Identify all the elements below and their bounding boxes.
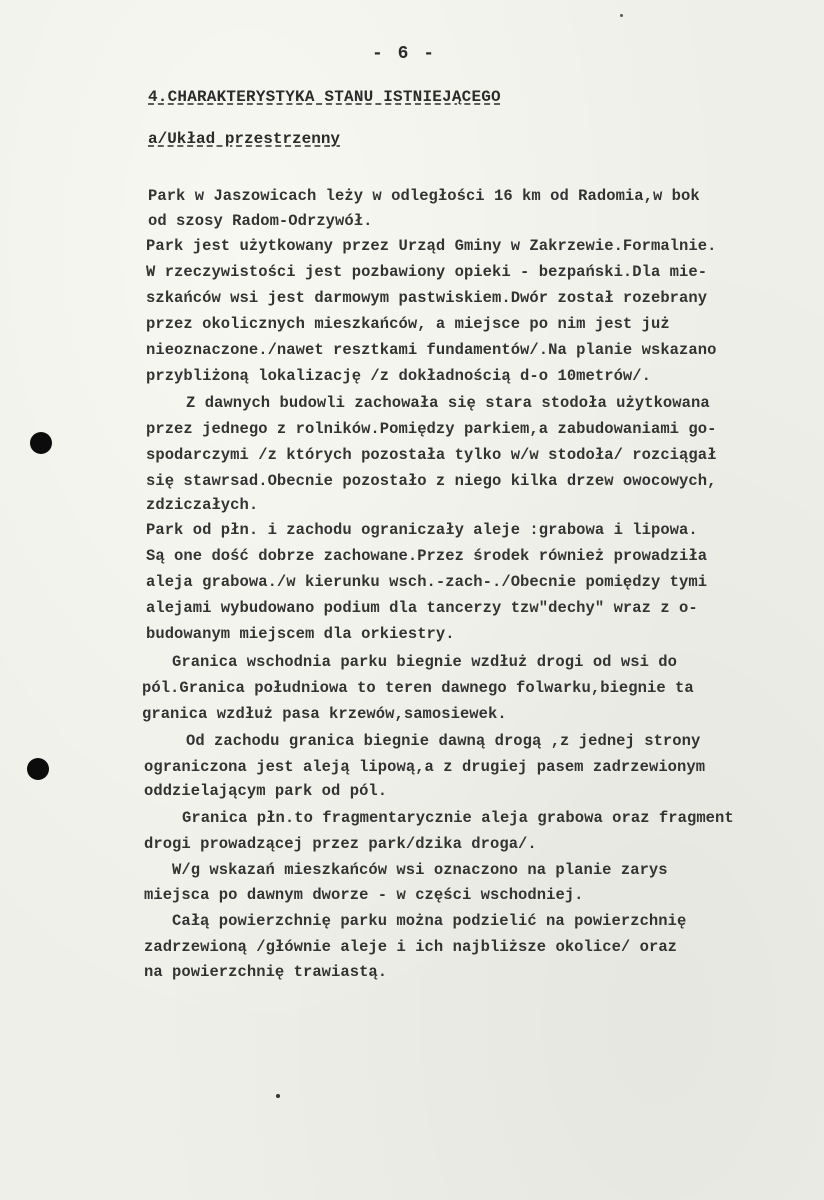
text-line: się stawrsad.Obecnie pozostało z niego kilka drzew owocowych, [146, 472, 717, 490]
paper-speck [620, 14, 623, 17]
text-line: drogi prowadzącej przez park/dzika droga/. [144, 835, 537, 853]
text-line: W rzeczywistości jest pozbawiony opieki - bezpański.Dla mie- [146, 263, 708, 281]
section-heading: 4.CHARAKTERYSTYKA STANU ISTNIEJĄCEGO [148, 88, 501, 106]
text-line: Od zachodu granica biegnie dawną drogą ,z jednej strony [186, 732, 701, 750]
text-line: budowanym miejscem dla orkiestry. [146, 625, 455, 643]
text-line: W/g wskazań mieszkańców wsi oznaczono na planie zarys [172, 861, 668, 879]
text-line: oddzielającym park od pól. [144, 782, 388, 800]
text-line: przez jednego z rolników.Pomiędzy parkiem,a zabudowaniami go- [146, 420, 717, 438]
text-line: przybliżoną lokalizację /z dokładnością d-o 10metrów/. [146, 367, 651, 385]
text-line: miejsca po dawnym dworze - w części wschodniej. [144, 886, 584, 904]
text-line: Park od płn. i zachodu ograniczały aleje :grabowa i lipowa. [146, 521, 698, 539]
page-number: - 6 - [371, 44, 436, 64]
text-line: pól.Granica południowa to teren dawnego folwarku,biegnie ta [142, 679, 694, 697]
text-line: aleja grabowa./w kierunku wsch.-zach-./Obecnie pomiędzy tymi [146, 573, 708, 591]
text-line: spodarczymi /z których pozostała tylko w/w stodoła/ rozciągał [146, 446, 717, 464]
text-line: Park jest użytkowany przez Urząd Gminy w Zakrzewie.Formalnie. [146, 237, 717, 255]
subsection-heading: a/Układ przestrzenny [148, 130, 341, 148]
text-line: zdziczałych. [146, 496, 259, 514]
text-line: szkańców wsi jest darmowym pastwiskiem.Dwór został rozebrany [146, 289, 708, 307]
text-line: alejami wybudowano podium dla tancerzy tzw"dechy" wraz z o- [146, 599, 698, 617]
text-line: przez okolicznych mieszkańców, a miejsce po nim jest już [146, 315, 670, 333]
text-line: Park w Jaszowicach leży w odległości 16 km od Radomia,w bok [148, 187, 700, 205]
text-line: Z dawnych budowli zachowała się stara stodoła użytkowana [186, 394, 710, 412]
text-line: Całą powierzchnię parku można podzielić na powierzchnię [172, 912, 687, 930]
text-line: Granica wschodnia parku biegnie wzdłuż drogi od wsi do [172, 653, 677, 671]
text-line: Są one dość dobrze zachowane.Przez środek również prowadziła [146, 547, 708, 565]
text-line: nieoznaczone./nawet resztkami fundamentów/.Na planie wskazano [146, 341, 717, 359]
text-line: zadrzewioną /głównie aleje i ich najbliższe okolice/ oraz [144, 938, 678, 956]
text-line: na powierzchnię trawiastą. [144, 963, 388, 981]
text-line: Granica płn.to fragmentarycznie aleja grabowa oraz fragment [182, 809, 734, 827]
punch-hole [27, 758, 49, 780]
paper-speck [276, 1094, 280, 1098]
text-line: od szosy Radom-Odrzywół. [148, 212, 373, 230]
text-line: granica wzdłuż pasa krzewów,samosiewek. [142, 705, 507, 723]
punch-hole [30, 432, 52, 454]
text-line: ograniczona jest aleją lipową,a z drugiej pasem zadrzewionym [144, 758, 706, 776]
